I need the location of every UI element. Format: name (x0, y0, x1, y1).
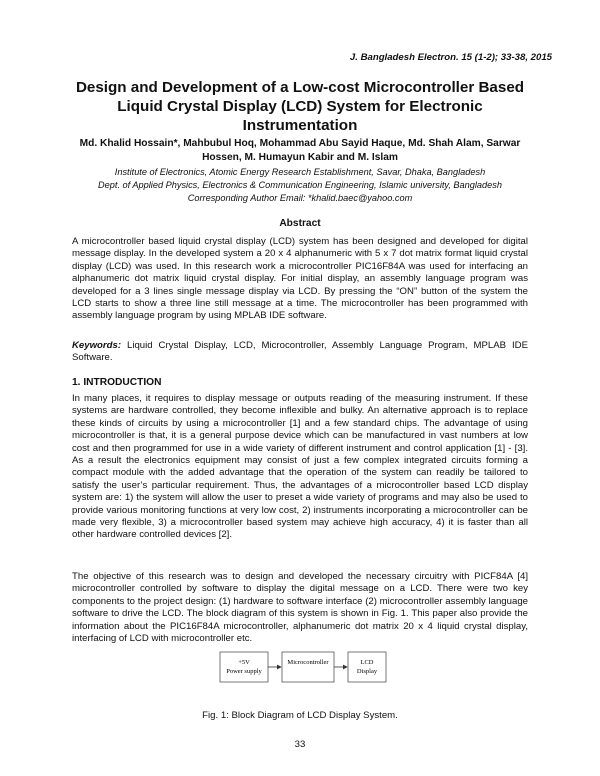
keywords-label: Keywords: (72, 340, 122, 351)
intro-paragraph-1: In many places, it requires to display message or outputs reading of the measuring instrument. If these systems are hardware controlled, they become inflexible and bulky. An alternative approach is to replace these kinds of circuits by using a microcontroller [1] and a few standard chips. The advantage of using microcontroller is that, it is a general purpose device which can be manufactured in vast numbers at low cost and then programmed for use in a wide variety of different instrument and control application [1] - [3]. As a result the electronics equipment may consist of just a few complex integrated circuits forming a compact module with the added advantage that the operation of the system can readily be tailored to satisfy the user’s particular requirement. Thus, the advantages of a microcontroller based LCD display system are: 1) the system will allow the user to preset a wide variety of programs and may also be used to provide various monitoring functions at very low cost, 2) instruments incorporating a microcontroller can be made very flexible, 3) a microcontroller based system may achieve high accuracy, 4) it is faster than all other hardware controlled devices [2]. (72, 393, 528, 541)
keywords (72, 340, 528, 365)
microcontroller-block (282, 652, 334, 682)
microcontroller-label: Microcontroller (287, 659, 329, 666)
intro-paragraph-2: The objective of this research was to design and developed the necessary circuitry with PICF84A [4] microcontroller controlled by software to display the digital message on a LCD. There were two key components to the project design: (1) hardware to software interface (2) microcontroller assembly language software to drive the LCD. The block diagram of this system is shown in Fig. 1. This paper also provide the information about the PIC16F84A microcontroller, alphanumeric dot matrix 20 x 4 liquid crystal display, interfacing of LCD with microcontroller etc. (72, 571, 528, 645)
abstract-heading: Abstract (279, 218, 321, 229)
abstract-text: A microcontroller based liquid crystal display (LCD) system has been designed and developed for digital message display. In the developed system a 20 x 4 alphanumeric with 5 x 7 dot matrix format liquid crystal display (LCD) was used. In this research work a microcontroller PIC16F84A was used for interfacing an alphanumeric dot matrix liquid crystal display. For initial display, an assembly language program was developed for a 3 lines single message display via LCD. By pressing the “ON” button of the system the LCD starts to show a three line still message at a time. The microcontroller has been programmed with assembly language program by using MPLAB IDE software. (72, 236, 528, 322)
keywords-text: Liquid Crystal Display, LCD, Microcontroller, Assembly Language Program, MPLAB IDE Software. (72, 340, 528, 364)
lcd-label-2: Display (356, 668, 378, 675)
power-supply-label-1: +5V (238, 659, 250, 666)
lcd-block (348, 652, 386, 682)
paper-title: Design and Development of a Low-cost Microcontroller Based Liquid Crystal Display (LCD) System for Electronic Instrumentation (75, 79, 525, 134)
affiliations (40, 166, 560, 204)
corresponding-email: Corresponding Author Email: *khalid.baec@yahoo.com (187, 192, 413, 203)
power-supply-label-2: Power supply (226, 668, 262, 675)
affiliation-line: Dept. of Applied Physics, Electronics & Communication Engineering, Islamic university, Bangladesh (98, 179, 502, 190)
section-heading-introduction: 1. INTRODUCTION (72, 377, 162, 388)
block-diagram (218, 650, 388, 686)
lcd-label-1: LCD (360, 659, 374, 666)
journal-reference: J. Bangladesh Electron. 15 (1-2); 33-38, 2015 (349, 52, 552, 63)
power-supply-block (220, 652, 268, 682)
author-list: Md. Khalid Hossain*, Mahbubul Hoq, Mohammad Abu Sayid Haque, Md. Shah Alam, Sarwar Hossen, M. Humayun Kabir and M. Islam (79, 138, 521, 163)
affiliation-line: Institute of Electronics, Atomic Energy Research Establishment, Savar, Dhaka, Bangladesh (114, 167, 486, 177)
figure-caption: Fig. 1: Block Diagram of LCD Display System. (202, 710, 398, 721)
page-number: 33 (294, 739, 306, 750)
